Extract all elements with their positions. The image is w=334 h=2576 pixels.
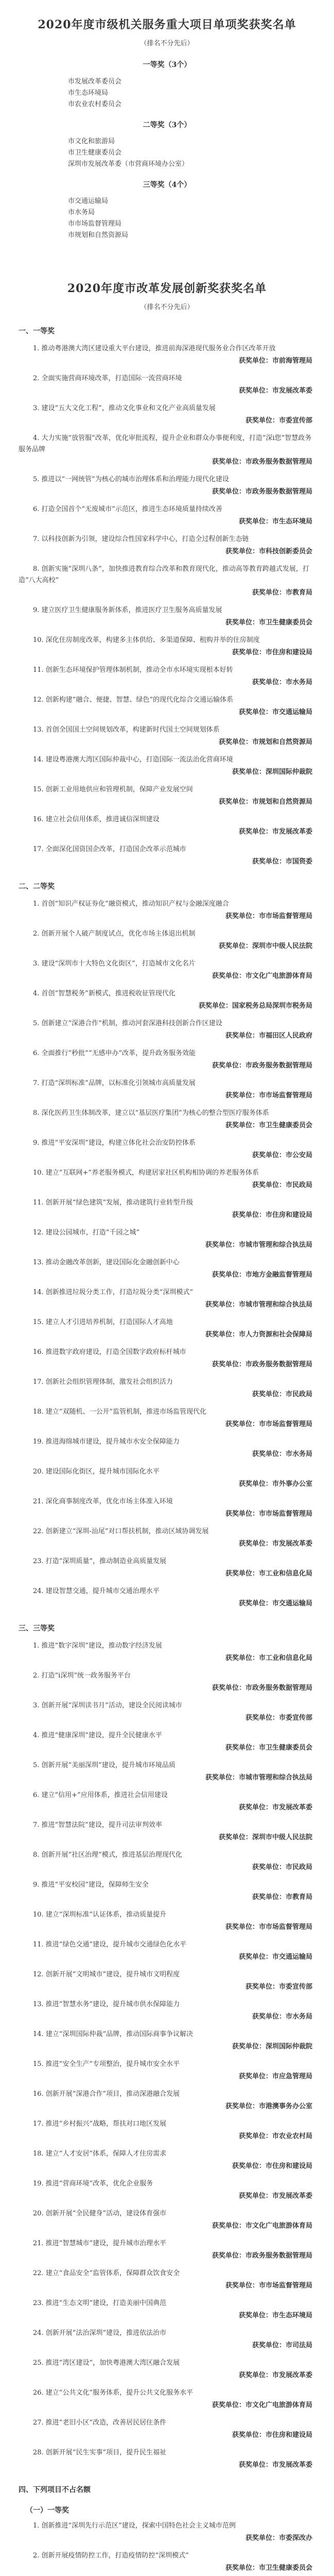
project-item — [19, 754, 315, 778]
project-item — [19, 1640, 315, 1664]
project-item — [19, 1526, 315, 1550]
project-unit: 获奖单位：市政务服务数据管理局 — [212, 487, 312, 496]
project-name: 8. 创新实施“深圳八条”，加快推进教育综合改革和教育现代化，推动高等教育跨越式发展，打造“八大高校” — [19, 565, 309, 584]
project-item — [19, 1496, 315, 1520]
org-item: 市交通运输局 — [68, 197, 109, 206]
project-item — [19, 1790, 315, 1814]
project-name: 15. 推进“安全生产”专项整治，提升城市安全水平 — [33, 2060, 180, 2069]
project-name: 15. 建立人才引进培养机制，打造国际人才高地 — [33, 1318, 173, 1326]
project-item — [19, 1969, 315, 1993]
project-name: 13. 首创全国国土空间规划改革，构建新时代国土空间规划体系 — [33, 725, 220, 734]
project-name: 2. 全面实施营商环境改革，打造国际一流营商环境 — [33, 374, 182, 382]
project-name: 24. 创新开展“法治深圳”建设，推进依法治市 — [33, 2329, 167, 2337]
project-unit: 获奖单位：市公安局 — [252, 1151, 312, 1159]
project-unit: 获奖单位：市卫生健康委员会 — [225, 618, 312, 626]
subsection-heading: （一）一等奖 — [26, 2506, 69, 2515]
project-unit: 获奖单位：市科技创新委员会 — [225, 547, 312, 555]
project-name: 17. 创新社会组织管理体制，激发社会组织活力 — [33, 1378, 173, 1386]
project-item — [19, 635, 315, 658]
project-name: 9. 建立医疗卫生健康服务新体系，推进医疗卫生服务高质量发展 — [33, 606, 222, 614]
project-name: 4. 首创“智慧税务”新模式，推进税收征管现代化 — [33, 989, 175, 997]
project-unit: 获奖单位：市工业和信息化局 — [225, 1654, 312, 1663]
project-unit: 获奖单位：市市场监督管理局 — [225, 1420, 312, 1428]
project-unit: 获奖单位：市发展改革委 — [238, 1539, 312, 1548]
award-subsection — [19, 2506, 315, 2576]
project-unit: 获奖单位：深圳国际仲裁院 — [232, 2043, 312, 2051]
project-unit: 获奖单位：市规划和自然资源局 — [218, 798, 312, 806]
project-unit: 获奖单位：市发展改革委 — [238, 2461, 312, 2469]
project-unit: 获奖单位：市卫生健康委员会 — [225, 2564, 312, 2572]
category-heading: 二、二等奖 — [19, 882, 55, 891]
project-unit: 获奖单位：市前海管理局 — [238, 357, 312, 365]
project-unit: 获奖单位：市生态环境局 — [238, 2312, 312, 2320]
project-item — [19, 1466, 315, 1490]
project-item — [19, 1820, 315, 1843]
project-item — [19, 504, 315, 528]
project-name: 9. 推进“平安校园”建设，保障师生安全 — [33, 1881, 149, 1889]
project-unit: 获奖单位：市水务局 — [252, 1450, 312, 1458]
section-spacer — [19, 245, 315, 281]
project-unit: 获奖单位：市工业和信息化局 — [225, 1569, 312, 1578]
project-name: 4. 推进“健康深圳”建设，提升全民健康水平 — [33, 1732, 162, 1740]
project-name: 10. 建立“互联网+”养老服务模式，构建居家社区机构相协调的养老服务体系 — [33, 1168, 259, 1177]
project-unit: 获奖单位：市市场监督管理局 — [225, 1091, 312, 1099]
project-item — [19, 2238, 315, 2262]
project-unit: 获奖单位：市政务服务数据管理局 — [212, 1684, 312, 1692]
project-name: 25. 推进“湾区建设”，加快粤港澳大湾区融合发展 — [33, 2359, 180, 2367]
project-unit: 获奖单位：市住房和建设局 — [232, 648, 312, 656]
project-unit: 获奖单位：市司法局 — [252, 2342, 312, 2350]
project-item — [19, 724, 315, 748]
project-name: 23. 打造“深圳质量”，推动制造业高质量发展 — [33, 1557, 167, 1565]
project-name: 23. 推进“生态文明”建设，打造美丽中国典范 — [33, 2299, 167, 2308]
org-item: 市农业农村委员会 — [68, 100, 122, 108]
project-unit: 获奖单位：市国资委 — [252, 857, 312, 866]
project-unit: 获奖单位：市人力资源和社会保障局 — [205, 1330, 312, 1338]
project-unit: 获奖单位：市民政局 — [252, 1863, 312, 1872]
project-unit: 获奖单位：市应急管理局 — [238, 2073, 312, 2081]
project-name: 12. 建设公园城市，打造“千园之城” — [33, 1228, 140, 1236]
org-item: 市卫生健康委员会 — [68, 148, 122, 157]
project-unit: 获奖单位：市民政局 — [252, 1390, 312, 1398]
project-unit: 获奖单位：市发展改革委 — [238, 2192, 312, 2200]
tier-heading: 三等奖（4个） — [143, 180, 191, 189]
org-list — [68, 136, 315, 170]
project-item — [19, 1227, 315, 1251]
project-item — [19, 2550, 315, 2574]
project-item — [19, 1436, 315, 1460]
project-name: 15. 创新工业用地供应和管理机制，保障产业发展空间 — [33, 785, 193, 793]
project-name: 18. 建立“人才安居”体系，保障人才住房需求 — [33, 2150, 167, 2158]
award-category — [19, 2485, 315, 2576]
project-item — [19, 2029, 315, 2053]
project-item — [19, 343, 315, 367]
tier-heading: 二等奖（3个） — [143, 121, 191, 129]
project-item — [19, 2208, 315, 2232]
tier-third — [19, 180, 315, 241]
project-unit: 获奖单位：市生态环境局 — [238, 517, 312, 526]
project-item — [19, 1850, 315, 1873]
project-item — [19, 1108, 315, 1131]
project-unit: 获奖单位：市市场监督管理局 — [225, 1923, 312, 1931]
project-group — [19, 2520, 315, 2576]
award-subsection — [19, 899, 315, 1609]
project-unit: 获奖单位：市城市管理和综合执法局 — [205, 1300, 312, 1309]
project-item — [19, 988, 315, 1012]
project-group — [19, 343, 315, 868]
org-item: 深圳市发展改革委（市营商环境办公室） — [68, 160, 189, 168]
project-item — [19, 1879, 315, 1903]
project-name: 5. 创新建立“深港合作”机制，推动河套深港科技创新合作区建设 — [33, 1019, 222, 1027]
project-item — [19, 2447, 315, 2471]
project-name: 3. 建设“深圳市十大特色文化街区”，打造城市文化名片 — [33, 959, 196, 968]
project-unit: 获奖单位：市发展改革委 — [238, 386, 312, 395]
project-name: 20. 建设国际化街区，提升城市国际化水平 — [33, 1467, 160, 1476]
project-name: 10. 深化住房制度改革，构建多主体供给、多渠道保障、租购并举的住房制度 — [33, 636, 260, 644]
project-item — [19, 2148, 315, 2172]
project-unit: 获奖单位：市文化广电旅游体育局 — [212, 2222, 312, 2230]
project-item — [19, 1287, 315, 1311]
project-unit: 获奖单位：市民政局 — [252, 1181, 312, 1189]
project-item — [19, 1700, 315, 1724]
project-unit: 获奖单位：市水务局 — [252, 678, 312, 686]
project-name: 6. 全面推行“秒批”“无感申办”改革，提升政务服务效能 — [33, 1049, 196, 1057]
project-item — [19, 403, 315, 427]
award-category — [19, 1624, 315, 2471]
project-item — [19, 2328, 315, 2351]
project-name: 5. 推进以“一网统管”为核心的城市治理体系和治理能力现代化建设 — [33, 475, 229, 483]
project-name: 2. 创新开展个人破产制度试点，优化市场主体退出机制 — [33, 929, 196, 938]
project-name: 3. 创新开展“深圳读书月”活动，建设全民阅读城市 — [33, 1702, 182, 1710]
project-name: 14. 建设粤港澳大湾区国际仲裁中心，打造国际一流法治化营商环境 — [33, 755, 233, 764]
project-name: 5. 创新开展“美丽深圳”建设，提升城市环境品质 — [33, 1761, 175, 1770]
project-item — [19, 1317, 315, 1341]
award-subsection — [19, 1640, 315, 2471]
project-item — [19, 1406, 315, 1430]
project-name: 19. 推进海绵城市建设，提升城市水安全保障能力 — [33, 1437, 180, 1446]
project-item — [19, 899, 315, 922]
project-item — [19, 2119, 315, 2142]
project-name: 12. 创新构建“融合、便捷、智慧、绿色”的现代化综合交通运输体系 — [33, 696, 234, 704]
project-item — [19, 1939, 315, 1963]
category-heading: 三、三等奖 — [19, 1624, 55, 1633]
project-unit: 获奖单位：深圳市中级人民法院 — [218, 942, 312, 950]
project-name: 17. 全面深化国资国企改革，打造国企改革示范城市 — [33, 845, 186, 853]
project-item — [19, 958, 315, 982]
project-name: 28. 创新开展“民生实事”项目，提升民生福祉 — [33, 2449, 167, 2457]
project-item — [19, 814, 315, 838]
project-item — [19, 1999, 315, 2023]
project-unit: 获奖单位：市政务服务数据管理局 — [212, 457, 312, 466]
project-item — [19, 2520, 315, 2544]
doc2-subtitle: （排名不分先后） — [140, 303, 194, 311]
doc2-title: 2020年度市改革发展创新奖获奖名单 — [67, 282, 267, 296]
award-categories — [19, 327, 315, 2576]
project-item — [19, 2059, 315, 2082]
project-name: 9. 推进“平安深圳”建设，构建立体化社会治安防控体系 — [33, 1139, 196, 1147]
project-unit: 获奖单位：市卫生健康委员会 — [225, 1121, 312, 1129]
project-name: 2. 创新开展疫情防控工作，打造疫情防控“深圳模式” — [33, 2552, 189, 2560]
project-item — [19, 1586, 315, 1609]
project-unit: 获奖单位：市教育局 — [252, 1893, 312, 1902]
project-unit: 获奖单位：深圳国际仲裁院 — [232, 768, 312, 776]
project-item — [19, 1197, 315, 1221]
project-unit: 获奖单位：市港澳事务办公室 — [225, 2103, 312, 2111]
project-name: 1. 推进“数字深圳”建设，推动数字经济发展 — [33, 1642, 162, 1650]
project-item — [19, 1048, 315, 1072]
category-heading: 一、一等奖 — [19, 327, 55, 335]
project-item — [19, 665, 315, 688]
project-name: 11. 创新开展“绿色建筑”发展，推动建筑行业转型升级 — [33, 1198, 194, 1207]
project-name: 13. 推进“智慧水务”建设，提升城市供水保障能力 — [33, 2001, 180, 2009]
project-item — [19, 2298, 315, 2321]
project-item — [19, 373, 315, 397]
project-group — [19, 899, 315, 1609]
project-item — [19, 2268, 315, 2292]
tier-second — [19, 121, 315, 170]
project-name: 6. 建立“信用+”应用体系，推进社会信用建设 — [33, 1791, 168, 1800]
project-item — [19, 1167, 315, 1191]
project-name: 6. 打造全国首个“无废城市”示范区，推进生态环境质量持续改善 — [33, 505, 222, 513]
project-name: 26. 建立“公共文化”服务体系，提升公共文化服务水平 — [33, 2389, 194, 2397]
project-name: 11. 推进“绿色交通”建设，提升城市交通绿色化水平 — [33, 1941, 187, 1949]
project-unit: 获奖单位：市外事办公室 — [238, 1480, 312, 1488]
project-unit: 获奖单位：市农业农村局 — [238, 2132, 312, 2141]
project-name: 13. 推动金融改革创新，建设国际化金融创新中心 — [33, 1258, 180, 1266]
project-unit: 获奖单位：市水务局 — [252, 2013, 312, 2021]
project-unit: 获奖单位：市交通运输局 — [238, 1599, 312, 1607]
project-item — [19, 2387, 315, 2411]
project-item — [19, 844, 315, 868]
org-item: 市市场监督管理局 — [68, 220, 122, 228]
project-name: 22. 建立“食品安全”监管体系，保障群众饮食安全 — [33, 2269, 180, 2278]
project-item — [19, 2417, 315, 2441]
project-item — [19, 605, 315, 629]
project-name: 14. 创新推进垃圾分类工作，打造垃圾分类“深圳模式” — [33, 1288, 194, 1296]
doc1-title: 2020年度市级机关服务重大项目单项奖获奖名单 — [38, 18, 296, 31]
tier-heading: 一等奖（3个） — [143, 61, 191, 70]
project-item — [19, 1347, 315, 1370]
project-name: 24. 建设智慧交通，提升城市交通治理水平 — [33, 1587, 160, 1595]
org-item: 市生态环境局 — [68, 89, 109, 97]
project-unit: 获奖单位：市住房和建设局 — [232, 2162, 312, 2171]
project-unit: 获奖单位：市发展改革委 — [238, 2371, 312, 2380]
project-unit: 获奖单位：市发展改革委 — [238, 827, 312, 836]
project-name: 7. 以科技创新为引领，建设综合性国家科学中心，打造全过程创新生态链 — [33, 535, 249, 543]
award-category — [19, 327, 315, 868]
project-unit: 获奖单位：市卫生健康委员会 — [225, 1744, 312, 1752]
project-item — [19, 564, 315, 599]
project-name: 20. 创新开展“全民健身”活动，建设体育强市 — [33, 2210, 167, 2218]
project-item — [19, 784, 315, 808]
project-item — [19, 2089, 315, 2112]
project-name: 12. 创新开展“文明城市”建设，提升城市文明程度 — [33, 1971, 180, 1979]
project-item — [19, 1760, 315, 1784]
project-unit: 获奖单位：市委宣传部 — [245, 1714, 312, 1722]
project-unit: 获奖单位：市政务服务数据管理局 — [212, 2252, 312, 2260]
project-name: 18. 建立“双随机、一公开”监管机制，推进市场监管现代化 — [33, 1408, 207, 1416]
project-name: 8. 深化医药卫生体制改革，建立以“基层医疗集团”为核心的整合型医疗服务体系 — [33, 1109, 269, 1117]
project-name: 7. 打造“深圳标准”品牌，以标准化引领城市高质量发展 — [33, 1079, 196, 1087]
project-unit: 获奖单位：市文化广电旅游体育局 — [212, 972, 312, 980]
org-item: 市水务局 — [68, 209, 95, 217]
project-unit: 获奖单位：市发展改革委 — [238, 1804, 312, 1812]
project-unit: 获奖单位：市委宣传部 — [245, 416, 312, 425]
project-item — [19, 2358, 315, 2381]
project-unit: 获奖单位：深圳市中级人民法院 — [218, 1834, 312, 1842]
award-category — [19, 882, 315, 1609]
project-group — [19, 1640, 315, 2471]
project-name: 17. 推进“乡村振兴”战略，帮扶对口地区发展 — [33, 2120, 167, 2128]
project-unit: 获奖单位：市规划和自然资源局 — [218, 738, 312, 746]
org-list — [68, 196, 315, 241]
project-name: 22. 创新建立“深圳-汕尾”对口帮扶机制，推动区域协调发展 — [33, 1527, 209, 1535]
award-list-section-1 — [19, 18, 315, 241]
project-item — [19, 1257, 315, 1281]
org-list — [68, 76, 315, 110]
project-unit: 获奖单位：市城市管理和综合执法局 — [205, 1241, 312, 1249]
project-item — [19, 534, 315, 557]
project-item — [19, 433, 315, 468]
project-name: 11. 创新生态环境保护管理体制机制，推动全市水环境实现根本好转 — [33, 666, 233, 674]
project-item — [19, 1730, 315, 1754]
project-name: 3. 建设“五大文化工程”，推动文化事业和文化产业高质量发展 — [33, 404, 216, 412]
doc1-subtitle: （排名不分先后） — [140, 39, 194, 47]
project-name: 8. 创新开展“社区治理”模式，推进基层治理现代化 — [33, 1851, 182, 1859]
project-item — [19, 2178, 315, 2202]
project-item — [19, 1377, 315, 1400]
project-unit: 获奖单位：市政务服务数据管理局 — [212, 1360, 312, 1368]
project-unit: 获奖单位：市文化广电旅游体育局 — [212, 2401, 312, 2410]
project-name: 14. 建立“深圳国际仲裁”品牌，推动国际商事争议解决 — [33, 2030, 194, 2039]
org-item: 市文化和旅游局 — [68, 137, 115, 145]
category-heading: 四、下列项目不占名额 — [19, 2486, 91, 2495]
project-unit: 获奖单位：市福田区人民政府 — [225, 1031, 312, 1040]
project-unit: 获奖单位：市地方金融监督管理局 — [212, 1270, 312, 1279]
project-unit: 获奖单位：市城市管理和综合执法局 — [205, 1774, 312, 1782]
project-name: 7. 推进“智慧法院”建设，提升司法审判效率 — [33, 1821, 162, 1829]
project-name: 21. 深化商事制度改革，优化市场主体准入环境 — [33, 1497, 173, 1505]
project-item — [19, 1556, 315, 1580]
project-name: 10. 建立“深圳标准”认证体系，推动质量提升 — [33, 1911, 167, 1919]
project-item — [19, 694, 315, 718]
org-item: 市发展改革委员会 — [68, 77, 122, 86]
project-name: 21. 推进“智慧城市”建设，提升城市治理水平 — [33, 2240, 167, 2248]
project-name: 16. 建立社会信用体系，推进诚信深圳建设 — [33, 815, 160, 823]
project-unit: 获奖单位：市委深改办 — [245, 2534, 312, 2543]
project-unit: 获奖单位：市交通运输局 — [238, 708, 312, 716]
project-item — [19, 928, 315, 952]
project-name: 16. 推进数字政府建设，打造全国数字政府标杆城市 — [33, 1348, 186, 1356]
project-item — [19, 1909, 315, 1933]
project-name: 27. 推进“老旧小区”改造，改善居民居住条件 — [33, 2419, 167, 2427]
project-unit: 获奖单位：市市场监督管理局 — [225, 2282, 312, 2290]
award-subsection — [19, 343, 315, 868]
project-unit: 获奖单位：市住房和建设局 — [232, 1211, 312, 1219]
tier-first — [19, 60, 315, 110]
project-name: 1. 首创“知识产权证券化”融资模式，推动知识产权与金融深度融合 — [33, 900, 229, 908]
project-item — [19, 1670, 315, 1694]
project-unit: 获奖单位：市市场监督管理局 — [225, 912, 312, 920]
project-name: 1. 推动粤港澳大湾区建设重大平台建设，推进前海深港现代服务业合作区改革开放 — [33, 344, 276, 352]
project-unit: 获奖单位：市交通运输局 — [238, 1953, 312, 1961]
project-unit: 获奖单位：市市场监督管理局 — [225, 1510, 312, 1518]
project-item — [19, 1018, 315, 1042]
project-item — [19, 474, 315, 498]
project-unit: 获奖单位：市住房和建设局 — [232, 2431, 312, 2439]
project-name: 19. 推进“营商环境”改革，优化企业服务 — [33, 2180, 153, 2188]
award-list-section-2 — [19, 281, 315, 2576]
project-unit: 获奖单位：市教育局 — [252, 588, 312, 597]
project-name: 16. 创新开展“深港合作”项目，推动深港融合发展 — [33, 2090, 180, 2098]
project-unit: 获奖单位：国家税务总局深圳市税务局 — [198, 1002, 312, 1010]
project-name: 2. 打造“i深圳”统一政务服务平台 — [33, 1672, 131, 1680]
project-unit: 获奖单位：市政务服务数据管理局 — [212, 1061, 312, 1070]
project-item — [19, 1138, 315, 1161]
project-name: 1. 创新推进“深圳先行示范区”建设，探索中国特色社会主义城市范例 — [33, 2522, 236, 2530]
org-item: 市规划和自然资源局 — [68, 231, 129, 240]
project-unit: 获奖单位：市委宣传部 — [245, 1983, 312, 1991]
project-name: 4. 大力实施“放管服”改革，优化审批流程，提升企业和群众办事便利度，打造“深i您”智慧政务服务品牌 — [19, 434, 312, 453]
project-item — [19, 1078, 315, 1101]
